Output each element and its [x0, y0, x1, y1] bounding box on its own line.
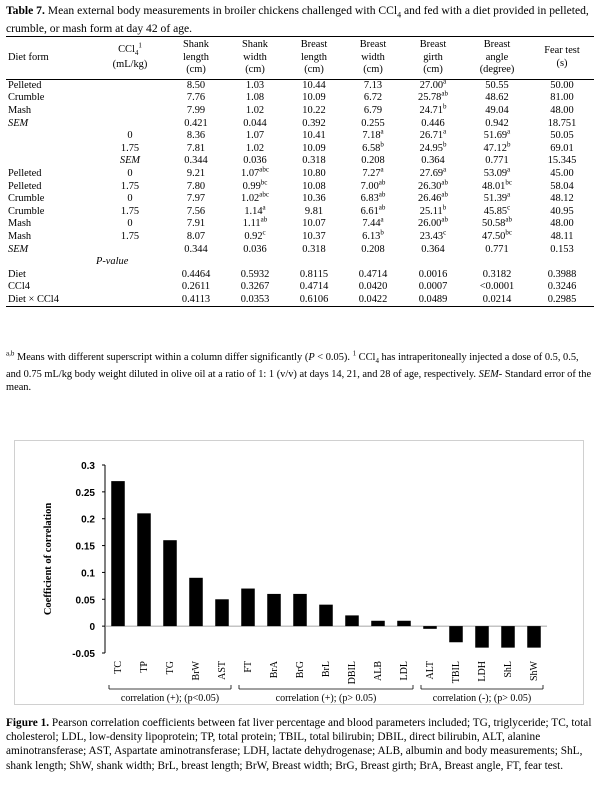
bar-alb — [371, 621, 385, 626]
table-cell: 7.18$^a$ — [362, 127, 384, 142]
figure-caption-text: Pearson correlation coefficients between fat liver percentage and blood parameters included; TG, triglyceride; TC, total cholesterol; LDL, low-density lipoprotein; TP, total protein; TBIL, total bilirubin; DBIL, direct bilirubin, ALT, alanine aminotransferase; AST, Aspartate aminotransferase; LDH, lactate dehydrogenase; ALB, albumin and body measurements; ShL, shank length; ShW, shank width; BrL, breast length; BrW, Breast width; BrG, Breast girth; BrA, Breast angle, FT, fear test. — [6, 717, 592, 772]
bar-ast — [215, 599, 229, 626]
table-cell: 48.00 — [550, 104, 574, 116]
table-row — [6, 281, 594, 294]
table-row — [6, 118, 594, 131]
table-cell: 45.85$^c$ — [483, 203, 511, 217]
table-cell: 10.08 — [302, 180, 326, 192]
table-cell: 0.364 — [421, 155, 445, 167]
table-cell: 0.0489 — [402, 294, 464, 307]
table-cell — [530, 256, 594, 269]
bar-tc — [111, 481, 125, 626]
table-footnote: $^{a,b}$ Means with different superscript within a column differ significantly (P < 0.05). $^1$ CCl$_4$ has intraperitoneally injected a dose of 0.5, 0.5, and 0.75 mL/kg body weight diluted in olive oil at a ratio of 1: 1 (v/v) at days 14, 21, and 28 of age, respectively. SEM- Standard error of the mean. — [6, 349, 592, 394]
table-cell: 0.208 — [361, 155, 385, 167]
table-cell: 0.044 — [243, 117, 267, 129]
table-header-row — [6, 37, 594, 80]
figure-caption — [6, 716, 594, 773]
figure-caption-label: Figure 1. — [6, 717, 50, 729]
correlation-chart — [14, 440, 584, 705]
table-cell: 50.55 — [485, 79, 509, 91]
x-tick-label: FT — [243, 661, 254, 673]
table-cell: 6.72 — [363, 92, 383, 104]
group-label: correlation (+); (p<0.05) — [120, 693, 220, 704]
row-ccl4: 0 — [127, 193, 133, 205]
table-cell: 0.0420 — [358, 281, 388, 293]
table-cell: 0.153 — [550, 243, 574, 255]
table-cell: 6.58$^b$ — [362, 140, 384, 154]
table-cell: 25.11$^b$ — [419, 203, 447, 217]
y-tick-label: 0.25 — [75, 487, 95, 499]
table-cell: 47.12$^b$ — [483, 140, 511, 154]
table-row — [6, 181, 594, 194]
table-cell: 0.8115 — [299, 268, 329, 280]
table-cell: 53.09$^a$ — [483, 165, 511, 179]
table-cell: 0.0007 — [418, 281, 448, 293]
row-ccl4: SEM — [119, 155, 141, 167]
table-row — [6, 92, 594, 105]
table-cell: 51.39$^a$ — [483, 190, 511, 205]
bar-bra — [267, 594, 281, 626]
x-tick-label: BrL — [321, 661, 332, 678]
row-label — [6, 256, 94, 269]
row-ccl4: 1.75 — [120, 205, 140, 217]
table-cell: 27.00$^a$ — [419, 77, 447, 91]
table-cell: 6.13$^b$ — [362, 228, 384, 242]
row-ccl4: 1.75 — [120, 180, 140, 192]
table-cell: 27.69$^a$ — [419, 165, 447, 179]
x-tick-label: TC — [113, 661, 124, 674]
table-row — [6, 143, 594, 156]
table-cell: 15.345 — [547, 155, 577, 167]
row-ccl4: 0 — [127, 130, 133, 142]
table-cell: 0.344 — [184, 243, 208, 255]
table-cell: 0.4113 — [166, 294, 226, 307]
table-cell: 1.03 — [245, 79, 265, 91]
table-cell: 10.36 — [302, 193, 326, 205]
table-row — [6, 294, 594, 307]
table-cell: 1.07$^{abc}$ — [241, 165, 269, 179]
table-caption-text: Mean external body measurements in broiler chickens challenged with CCl$_4$ and fed with a diet provided in pelleted, crumble, or mash form at day 42 of age. — [6, 4, 589, 36]
row-ccl4: 0 — [127, 218, 133, 230]
row-ccl4 — [94, 118, 166, 131]
header-fear-test: Fear test (s) — [530, 37, 594, 80]
y-tick-label: 0.15 — [75, 541, 95, 553]
table-cell: 0.5932 — [240, 268, 270, 280]
table-cell: 26.46$^{ab}$ — [418, 190, 448, 205]
table-caption-label: Table 7. — [6, 4, 45, 17]
bar-shw — [527, 626, 541, 647]
table-cell: 0.3988 — [547, 268, 577, 280]
table-cell: 24.71$^b$ — [419, 102, 447, 116]
table-cell: 49.04 — [485, 104, 509, 116]
bar-ft — [241, 589, 255, 627]
table-cell: 23.43$^c$ — [419, 228, 447, 242]
bar-tp — [137, 513, 151, 626]
bar-ldh — [475, 626, 489, 647]
table-cell: 0.99$^{bc}$ — [242, 178, 268, 192]
table-cell: 0.771 — [485, 243, 509, 255]
table-cell: 6.79 — [363, 104, 383, 116]
table-cell: 10.22 — [302, 104, 326, 116]
table-cell: 48.11 — [550, 230, 574, 242]
table-cell — [226, 256, 284, 269]
table-row — [6, 231, 594, 244]
group-label: correlation (+); (p> 0.05) — [275, 693, 377, 704]
row-label: Diet × CCl4 — [6, 294, 94, 307]
header-shank-length: Shank length (cm) — [166, 37, 226, 80]
x-tick-label: LDL — [399, 661, 410, 681]
row-label: SEM — [8, 243, 29, 255]
table-cell — [284, 256, 344, 269]
table-cell: 0.344 — [184, 155, 208, 167]
y-tick-label: -0.05 — [72, 649, 95, 660]
x-tick-label: ShL — [503, 661, 514, 678]
table-cell: 6.61$^{ab}$ — [360, 203, 386, 217]
table-row — [6, 130, 594, 143]
y-tick-label: 0.1 — [81, 568, 95, 580]
table-cell: 0.3182 — [482, 268, 512, 280]
header-ccl4: CCl$_4^1$ (mL/kg) — [94, 37, 166, 80]
table-cell: 10.09 — [302, 142, 326, 154]
row-ccl4: 0 — [127, 167, 133, 179]
table-cell: 0.364 — [421, 243, 445, 255]
row-label: Mash — [8, 218, 32, 230]
table-cell: 0.036 — [243, 243, 267, 255]
header-shank-width: Shank width (cm) — [226, 37, 284, 80]
row-label — [6, 155, 94, 168]
table-cell: 48.12 — [550, 193, 574, 205]
row-ccl4 — [94, 105, 166, 118]
x-tick-label: TG — [165, 661, 176, 675]
table-cell: 0.446 — [421, 117, 445, 129]
table-cell: 10.09 — [302, 92, 326, 104]
table-cell: 40.95 — [550, 205, 574, 217]
table-cell: 26.00$^{ab}$ — [418, 215, 448, 230]
row-label: Mash — [8, 230, 32, 242]
table-cell: 7.56 — [186, 205, 206, 217]
table-row — [6, 256, 594, 269]
row-label — [6, 130, 94, 143]
table-cell: 7.81 — [186, 142, 206, 154]
table-cell: 81.00 — [550, 92, 574, 104]
bar-brl — [319, 605, 333, 626]
table-row — [6, 244, 594, 257]
table-caption — [6, 4, 594, 36]
row-label: Crumble — [8, 205, 45, 217]
table-cell: 0.6106 — [284, 294, 344, 307]
table-cell: 24.95$^b$ — [419, 140, 447, 154]
y-tick-label: 0.05 — [75, 595, 95, 607]
table-cell: 0.771 — [485, 155, 509, 167]
x-tick-label: BrA — [269, 661, 280, 679]
row-label: Mash — [8, 104, 32, 116]
table-cell: 0.318 — [302, 243, 326, 255]
x-tick-label: ShW — [529, 661, 540, 681]
table-cell: 7.27$^a$ — [362, 165, 384, 179]
x-tick-label: TBIL — [451, 661, 462, 684]
table-cell: 1.02 — [245, 104, 265, 116]
table-cell: 10.41 — [302, 130, 326, 142]
table-cell: 18.751 — [547, 117, 577, 129]
header-breast-angle: Breast angle (degree) — [464, 37, 530, 80]
x-tick-label: ALT — [425, 661, 436, 680]
table-cell: 0.0214 — [464, 294, 530, 307]
x-tick-label: AST — [217, 661, 228, 680]
table-cell: 58.04 — [550, 180, 574, 192]
group-label: correlation (-); (p> 0.05) — [432, 693, 532, 704]
table-cell: 10.37 — [302, 230, 326, 242]
y-axis-label: Coefficient of correlation — [43, 502, 54, 616]
bar-tg — [163, 540, 177, 626]
bar-tbil — [449, 626, 463, 642]
table-cell: 0.2985 — [530, 294, 594, 307]
table-cell: 1.08 — [245, 92, 265, 104]
table-cell: 7.99 — [186, 104, 206, 116]
table-cell: 0.4464 — [181, 268, 211, 280]
table-row — [6, 105, 594, 118]
y-tick-label: 0.2 — [81, 514, 95, 526]
bar-brg — [293, 594, 307, 626]
bar-brw — [189, 578, 203, 626]
table-cell: <0.0001 — [479, 281, 515, 293]
x-tick-label: LDH — [477, 661, 488, 682]
row-label: Pelleted — [8, 79, 42, 91]
row-ccl4: 1.75 — [120, 142, 140, 154]
table-cell: 0.942 — [485, 117, 509, 129]
row-label: Crumble — [8, 193, 45, 205]
table-cell: 51.69$^a$ — [483, 127, 511, 142]
x-tick-label: TP — [139, 661, 150, 673]
table-cell: 7.76 — [186, 92, 206, 104]
table-cell — [166, 256, 226, 269]
table-row — [6, 193, 594, 206]
table-cell: 50.58$^{ab}$ — [482, 215, 512, 230]
table-cell: 1.14$^a$ — [244, 203, 266, 217]
row-ccl4: 1.75 — [120, 230, 140, 242]
table-cell: 0.4714 — [299, 281, 329, 293]
table-cell: 8.50 — [186, 79, 206, 91]
table-cell: 25.78$^{ab}$ — [418, 89, 448, 104]
row-label: SEM — [8, 117, 29, 129]
table-cell: 0.3267 — [240, 281, 270, 293]
row-ccl4: P-value — [96, 256, 129, 268]
table-cell: 7.44$^a$ — [362, 215, 384, 230]
row-ccl4 — [94, 79, 166, 92]
row-label: Pelleted — [8, 180, 42, 192]
row-label: Pelleted — [8, 167, 42, 179]
table-cell: 50.00 — [550, 79, 574, 91]
bar-shl — [501, 626, 515, 647]
table-cell: 0.421 — [184, 117, 208, 129]
table-cell: 0.392 — [302, 117, 326, 129]
table-cell: 0.208 — [361, 243, 385, 255]
table-cell: 48.01$^{bc}$ — [482, 178, 512, 192]
x-tick-label: ALB — [373, 661, 384, 681]
table-cell: 7.13 — [363, 79, 383, 91]
x-tick-label: DBIL — [347, 661, 358, 685]
table-cell: 0.4714 — [358, 268, 388, 280]
x-tick-label: BrW — [191, 661, 202, 681]
table-cell: 0.3246 — [547, 281, 577, 293]
table-cell: 7.00$^{ab}$ — [360, 178, 386, 192]
header-diet-form: Diet form — [6, 37, 94, 80]
table-cell: 26.30$^{ab}$ — [418, 178, 448, 192]
y-tick-label: 0 — [89, 622, 95, 634]
table-cell: 48.00 — [550, 218, 574, 230]
row-label: CCl4 — [8, 281, 30, 293]
table-cell: 7.97 — [186, 193, 206, 205]
x-tick-label: BrG — [295, 661, 306, 679]
table-cell: 10.80 — [302, 167, 326, 179]
table-cell: 7.80 — [186, 180, 206, 192]
table-cell: 0.036 — [243, 155, 267, 167]
table-cell: 6.83$^{ab}$ — [360, 190, 386, 205]
table-row — [6, 79, 594, 92]
header-breast-width: Breast width (cm) — [344, 37, 402, 80]
table-cell: 1.02 — [245, 142, 265, 154]
bar-dbil — [345, 615, 359, 626]
table-cell: 0.0353 — [226, 294, 284, 307]
table-cell: 8.07 — [186, 230, 206, 242]
table-cell — [402, 256, 464, 269]
header-breast-girth: Breast girth (cm) — [402, 37, 464, 80]
row-ccl4 — [94, 294, 166, 307]
table-cell: 7.91 — [186, 218, 206, 230]
bar-alt — [423, 626, 437, 629]
table-cell: 0.0422 — [344, 294, 402, 307]
table-7 — [6, 36, 594, 307]
table-cell: 8.36 — [186, 130, 206, 142]
row-ccl4 — [94, 244, 166, 257]
table-cell: 1.11$^{ab}$ — [242, 215, 268, 230]
table-cell: 0.318 — [302, 155, 326, 167]
table-cell: 1.07 — [245, 130, 265, 142]
table-cell: 47.50$^{bc}$ — [482, 228, 512, 242]
row-label: Crumble — [8, 92, 45, 104]
table-cell: 9.21 — [186, 167, 206, 179]
row-ccl4 — [94, 281, 166, 294]
table-cell: 10.44 — [302, 79, 326, 91]
table-cell: 0.92$^c$ — [244, 228, 266, 242]
table-row — [6, 155, 594, 168]
table-cell: 10.07 — [302, 218, 326, 230]
row-ccl4 — [94, 269, 166, 282]
bar-ldl — [397, 621, 411, 626]
row-ccl4 — [94, 92, 166, 105]
table-cell: 26.71$^a$ — [419, 127, 447, 142]
chart-svg — [15, 441, 583, 704]
table-row — [6, 269, 594, 282]
table-cell: 50.05 — [550, 130, 574, 142]
table-cell: 0.2611 — [181, 281, 211, 293]
table-cell: 0.255 — [361, 117, 385, 129]
table-cell: 45.00 — [550, 167, 574, 179]
table-cell: 9.81 — [304, 205, 324, 217]
table-cell: 1.02$^{abc}$ — [241, 190, 269, 205]
row-label — [6, 143, 94, 156]
header-breast-length: Breast length (cm) — [284, 37, 344, 80]
table-cell — [464, 256, 530, 269]
y-tick-label: 0.3 — [81, 461, 95, 472]
table-cell: 69.01 — [550, 142, 574, 154]
table-cell: 0.0016 — [418, 268, 448, 280]
table-cell: 48.62 — [485, 92, 509, 104]
table-cell — [344, 256, 402, 269]
row-label: Diet — [8, 268, 26, 280]
